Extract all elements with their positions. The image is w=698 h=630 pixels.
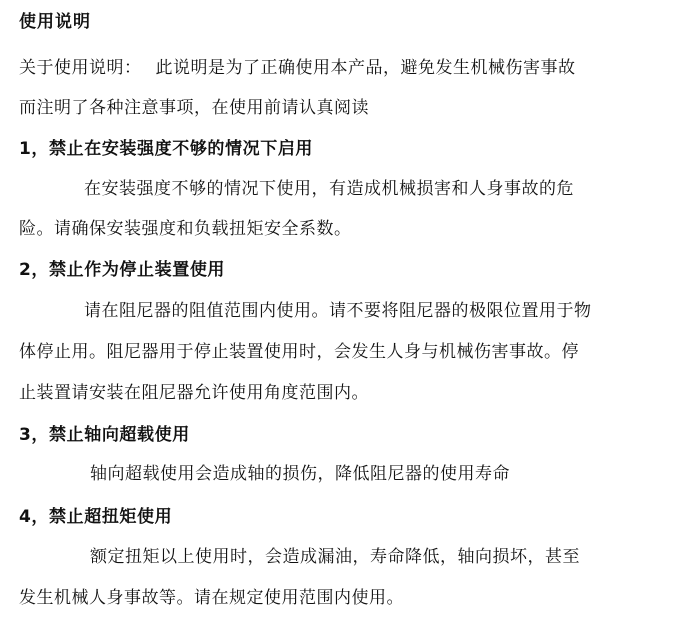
intro-label: 关于使用说明： [19,58,142,78]
section-2-heading: 2，禁止作为停止装置使用 [19,260,226,280]
section-1-line-2: 险。请确保安装强度和负载扭矩安全系数。 [19,219,352,239]
section-4-line-1: 额定扭矩以上使用时，会造成漏油，寿命降低，轴向损坏，甚至 [90,547,580,567]
section-4-line-2: 发生机械人身事故等。请在规定使用范围内使用。 [19,588,404,608]
section-3-line-1: 轴向超载使用会造成轴的损伤，降低阻尼器的使用寿命 [90,464,510,484]
section-2-line-1: 请在阻尼器的阻值范围内使用。请不要将阻尼器的极限位置用于物 [84,301,592,321]
section-3-heading: 3，禁止轴向超载使用 [19,425,190,445]
document-title: 使用说明 [19,12,91,32]
intro-text: 此说明是为了正确使用本产品，避免发生机械伤害事故 [155,58,576,78]
section-1-heading: 1，禁止在安装强度不够的情况下启用 [19,139,314,159]
section-1-line-1: 在安装强度不够的情况下使用，有造成机械损害和人身事故的危 [84,179,574,199]
section-4-heading: 4，禁止超扭矩使用 [19,507,173,527]
intro-line-2: 而注明了各种注意事项，在使用前请认真阅读 [19,98,369,118]
intro-line-1 [19,56,576,80]
section-2-line-3: 止装置请安装在阻尼器允许使用角度范围内。 [19,383,369,403]
section-2-line-2: 体停止用。阻尼器用于停止装置使用时，会发生人身与机械伤害事故。停 [19,342,579,362]
